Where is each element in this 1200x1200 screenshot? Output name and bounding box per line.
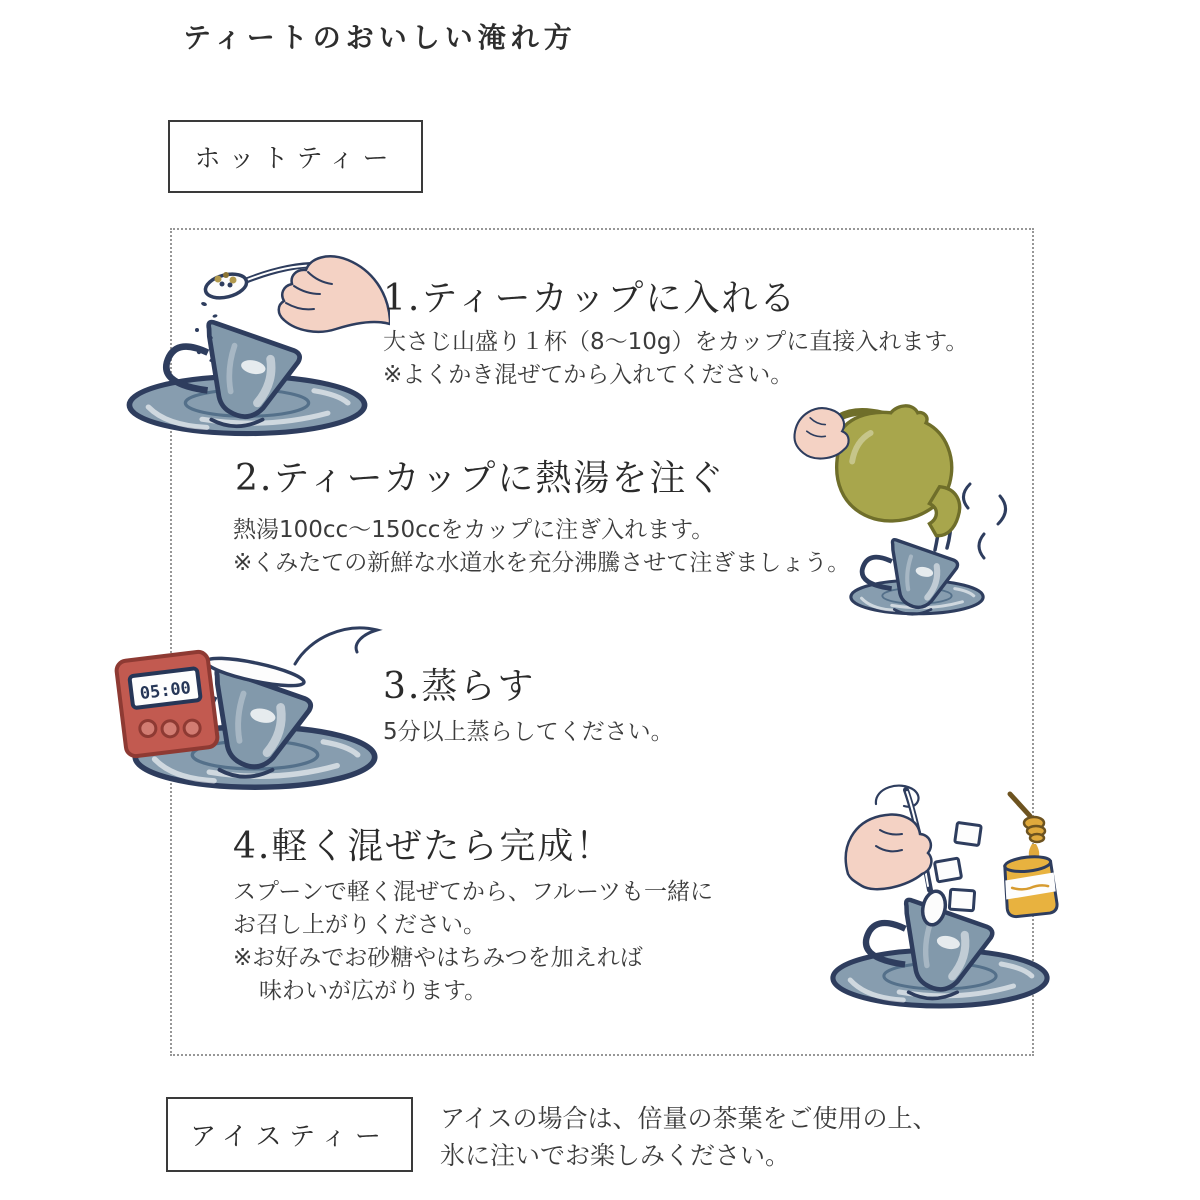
step3-heading: 3.蒸らす (383, 666, 536, 707)
iced-tea-label: アイスティー (190, 1122, 389, 1152)
step4-line2: お召し上がりください。 (233, 912, 486, 938)
lid-edge-line-icon (295, 628, 377, 664)
honey-dipper-icon (1010, 794, 1045, 860)
kettle-icon (794, 406, 959, 536)
step4-stir-illustration-icon (820, 778, 1068, 1028)
steam-icon (963, 484, 1005, 558)
step1-heading: 1.ティーカップに入れる (383, 278, 798, 319)
step2-line1: 熱湯100cc〜150ccをカップに注ぎ入れます。 (233, 517, 715, 543)
step4-note2: 味わいが広がります。 (259, 978, 488, 1004)
step2-body (233, 514, 850, 580)
hot-tea-label-box (168, 120, 423, 193)
honey-jar-icon (1002, 855, 1058, 918)
step3-body (383, 716, 674, 749)
step3-line1: 5分以上蒸らしてください。 (383, 719, 674, 745)
step3-steep-illustration-icon (105, 612, 405, 810)
iced-tea-line2: 氷に注いでお楽しみください。 (440, 1141, 791, 1170)
hot-tea-label: ホットティー (194, 144, 397, 174)
step4-note1: ※お好みでお砂糖やはちみつを加えれば (233, 945, 643, 971)
step2-kettle-pour-illustration-icon (788, 392, 1040, 664)
iced-tea-line1: アイスの場合は、倍量の茶葉をご使用の上、 (440, 1104, 938, 1133)
timer-display: 05:00 (138, 678, 193, 705)
step2-heading: 2.ティーカップに熱湯を注ぐ (235, 458, 726, 499)
page-title: ティートのおいしい淹れ方 (183, 21, 577, 54)
step1-sprinkle-tea-illustration-icon (118, 238, 390, 446)
kitchen-timer-icon (115, 651, 218, 757)
iced-tea-note (440, 1100, 938, 1174)
step1-body (383, 326, 968, 392)
step4-line1: スプーンで軽く混ぜてから、フルーツも一緒に (233, 879, 714, 905)
step4-body (233, 876, 713, 1008)
step2-note: ※くみたての新鮮な水道水を充分沸騰させて注ぎましょう。 (233, 550, 851, 576)
step1-note: ※よくかき混ぜてから入れてください。 (383, 362, 794, 388)
step1-line1: 大さじ山盛り１杯（8〜10g）をカップに直接入れます。 (383, 329, 969, 355)
hand-icon (794, 408, 848, 458)
iced-tea-label-box (166, 1097, 413, 1172)
step4-heading: 4.軽く混ぜたら完成！ (233, 826, 614, 867)
